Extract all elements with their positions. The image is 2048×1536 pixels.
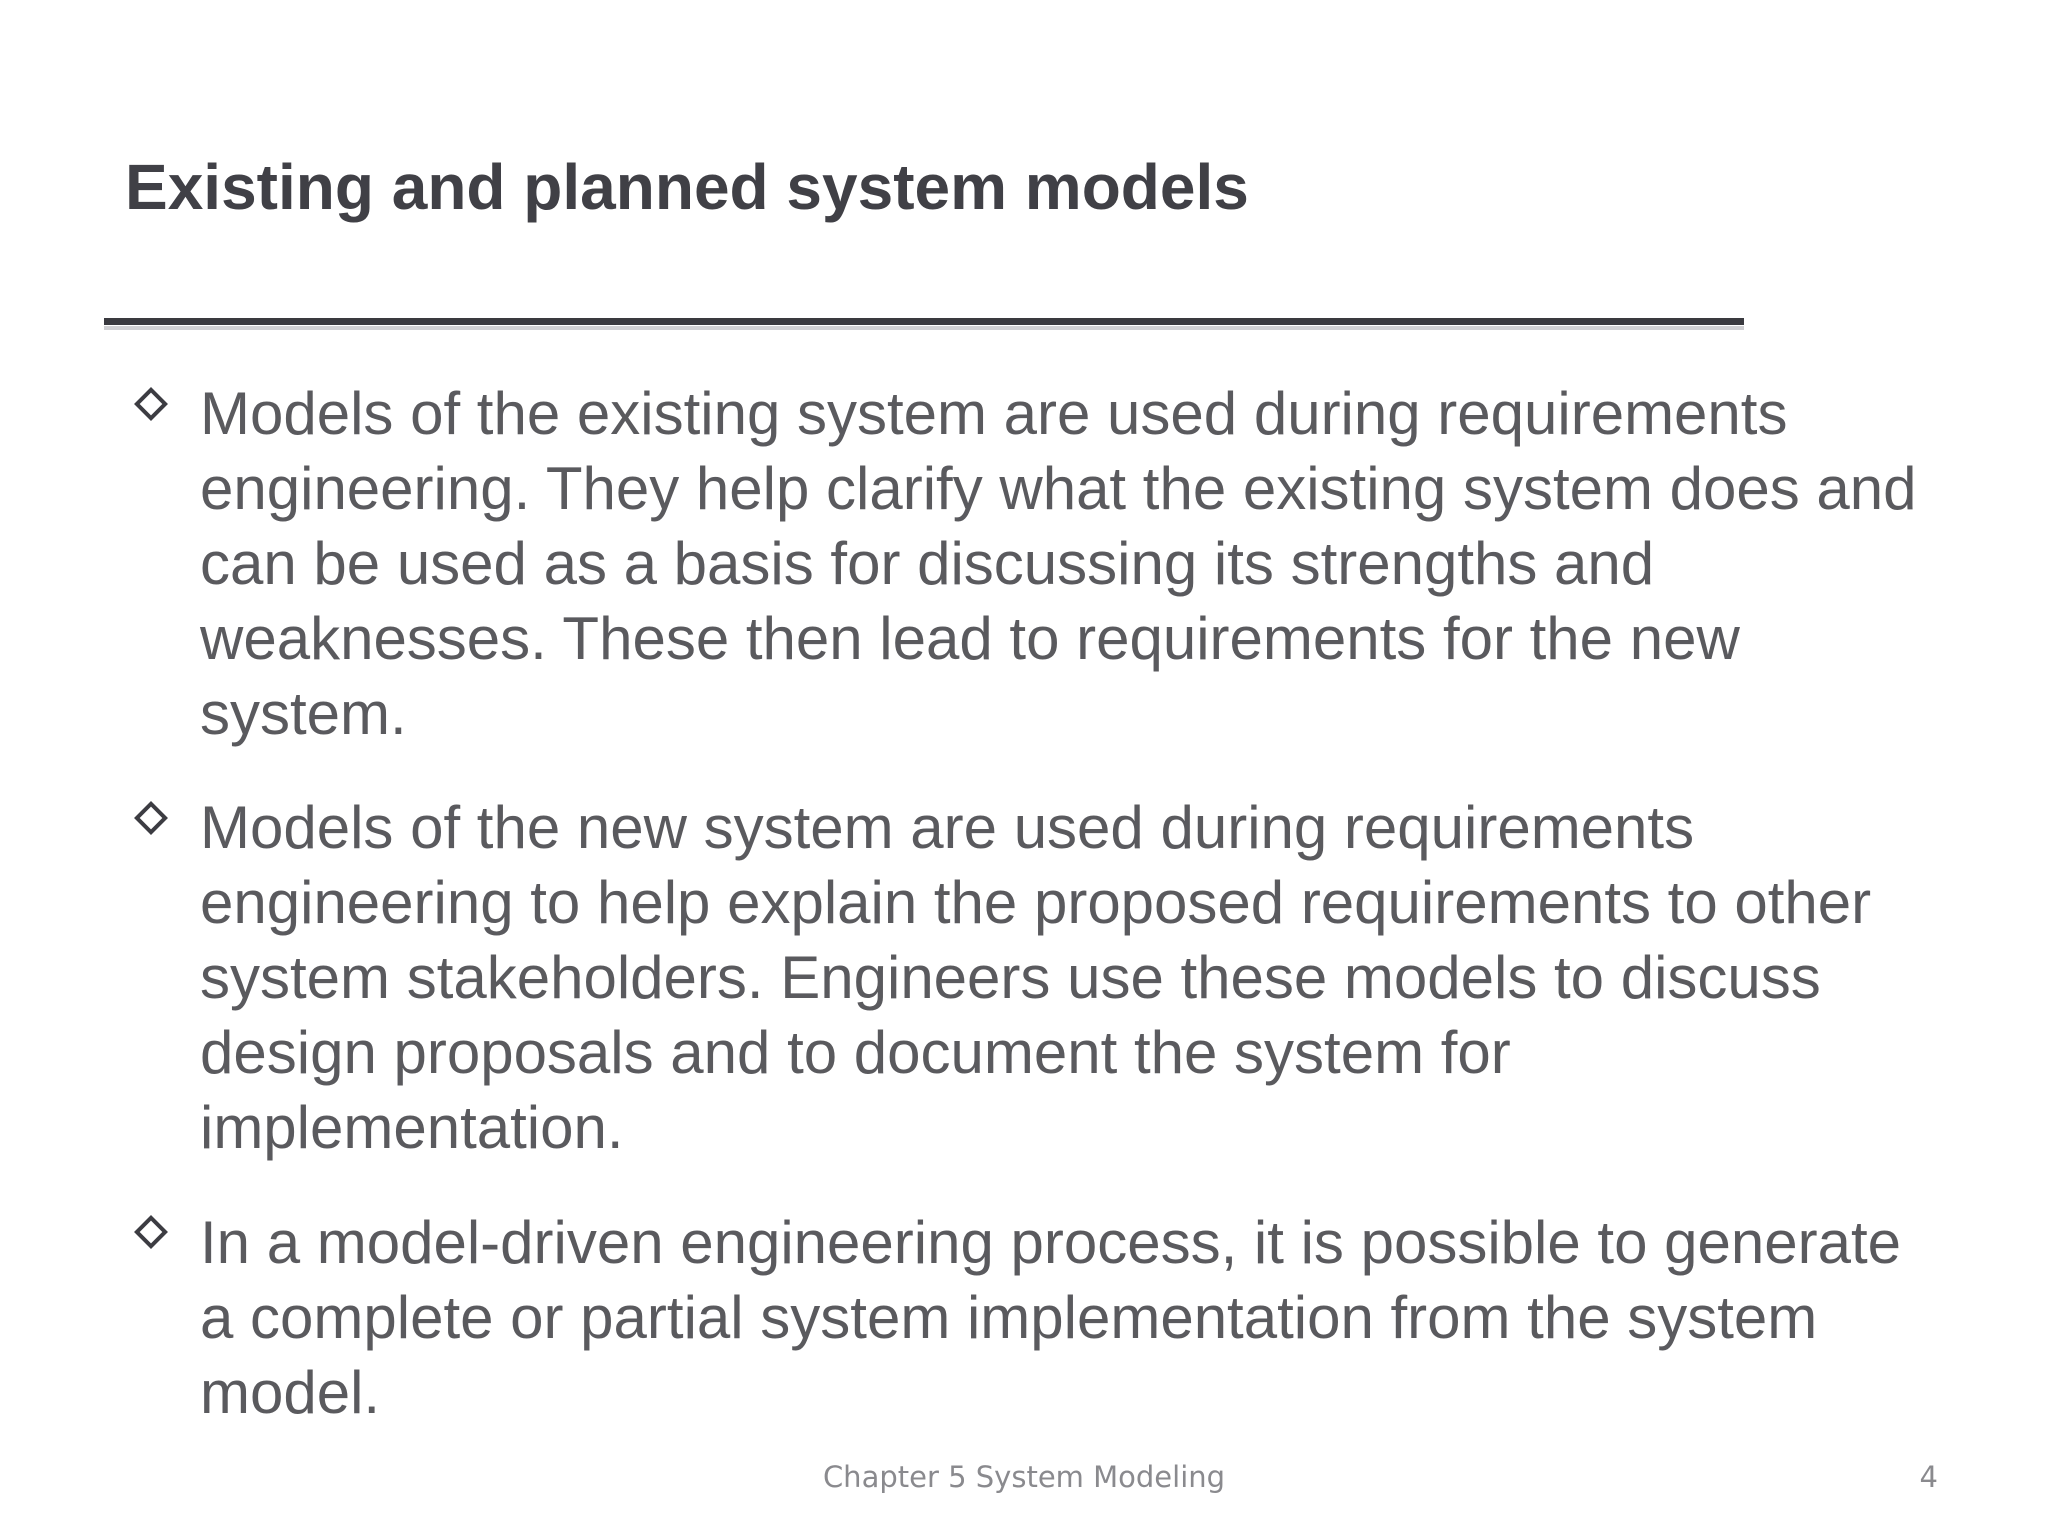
slide-title: Existing and planned system models	[125, 151, 1249, 223]
title-divider-shadow	[104, 326, 1744, 330]
bullet-text: Models of the existing system are used during requirements engineering. They help clarify what the existing system does and can be used as a basis for discussing its strengths and weaknesses. These then lead to requirements for the new system.	[200, 380, 1917, 747]
diamond-bullet-icon	[134, 387, 168, 421]
diamond-bullet-icon	[134, 1215, 168, 1249]
bullet-text: Models of the new system are used during requirements engineering to help explain the proposed requirements to other system stakeholders. Engineers use these models to discuss design proposals and to document the system for implementation.	[200, 794, 1872, 1161]
title-divider	[104, 318, 1744, 325]
page-number: 4	[1919, 1460, 1938, 1494]
slide-footer: Chapter 5 System Modeling	[822, 1460, 1226, 1494]
bullet-text: In a model-driven engineering process, it is possible to generate a complete or partial system implementation from the system model.	[200, 1209, 1901, 1426]
diamond-bullet-icon	[134, 801, 168, 835]
